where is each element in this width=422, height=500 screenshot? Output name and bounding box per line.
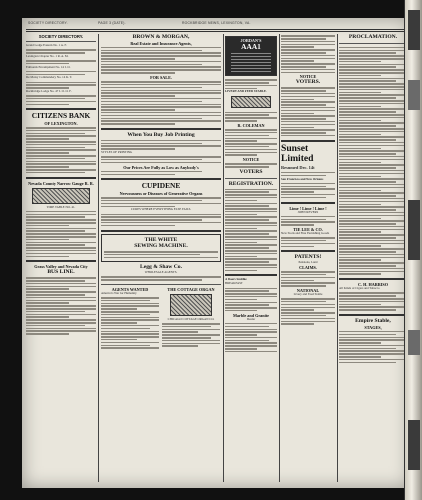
remedy-line: CURES WHERE EVERYTHING ELSE FAILS. xyxy=(130,208,192,212)
agents-wanted-title: AGENTS WANTED xyxy=(111,286,149,292)
railroad-title: Nevada County Narrow Gauge R. R. xyxy=(28,180,94,186)
voters-title: VOTERS. xyxy=(295,79,321,86)
styles-label: STYLES OF PRINTING xyxy=(101,150,133,154)
ad-illustration xyxy=(231,52,271,72)
patents-title: PATENTS! xyxy=(294,254,322,261)
train-illustration xyxy=(32,188,90,204)
society-notice: Grand Lodge Eastern No. 1 A. F. xyxy=(26,44,67,47)
column-1 xyxy=(26,34,96,482)
claims-heading: CLAIMS. xyxy=(299,264,317,270)
bank-title: CITIZENS BANK xyxy=(31,112,91,121)
national-subtitle: Livery and Feed Stable xyxy=(293,292,323,296)
stable-title: Empire Stable, xyxy=(355,318,391,325)
sunset-title: Sunset xyxy=(281,143,309,154)
prices-title: Our Prices Are Fully as Low as Anybody's xyxy=(123,164,199,170)
registration-heading: REGISTRATION. xyxy=(228,180,274,187)
society-notice: Lexington Chapter No. 1 R. A. M. xyxy=(26,54,69,58)
sewing-title-2: SEWING MACHINE. xyxy=(134,243,188,250)
column-5 xyxy=(339,34,407,482)
lime-title: Lime ! Lime ! Lime ! xyxy=(289,205,327,211)
masthead-title: ROCKBRIDGE NEWS, LEXINGTON, VA. xyxy=(182,21,251,25)
national-title: NATIONAL xyxy=(296,287,320,293)
livery-illustration xyxy=(231,96,271,108)
masthead-date: PAGE 3 (DATE). xyxy=(98,21,126,25)
agents-subtitle: WHOLESALE AGENTS. xyxy=(144,271,178,275)
tie-lee-title: TIE LEE & CO. xyxy=(293,226,323,232)
column-2 xyxy=(101,34,221,482)
ad-brand: AAA1 xyxy=(241,43,261,51)
for-sale-heading: FOR SALE. xyxy=(150,74,172,80)
smith-title: A Doors Smithie xyxy=(225,278,247,282)
harrison-subtitle: All Kinds of Cigars and Tobacco xyxy=(339,287,380,291)
proclamation-title: PROCLAMATION. xyxy=(348,34,398,40)
society-notice: Edmonds Encampment No. 14 I. O. xyxy=(26,65,71,69)
patents-subtitle: Pensions, Land xyxy=(298,260,318,264)
marble-title: Marble and Granite xyxy=(232,312,270,318)
organ-title: THE COTTAGE ORGAN xyxy=(167,286,215,292)
stable-subtitle: STAGES, xyxy=(364,324,382,330)
sewing-title: THE WHITE xyxy=(144,236,178,243)
timetable-label: TIME TABLE NO. 41. xyxy=(46,205,76,209)
ad-title: JORDAN'S xyxy=(240,38,262,43)
masthead-rule xyxy=(26,29,406,32)
bank-subtitle: OF LEXINGTON. xyxy=(44,120,78,126)
notice-title: NOTICE xyxy=(299,74,317,80)
lime-subtitle: JOHN REVERS xyxy=(297,210,319,214)
sunset-title-2: Limited xyxy=(281,154,314,165)
remedy-title: CUPIDENE xyxy=(141,182,181,191)
voters-heading: VOTERS xyxy=(239,169,263,176)
remedy-subtitle: Nervousness or Diseases of Generative Organs xyxy=(119,190,203,196)
newspaper-page xyxy=(22,18,410,488)
column-3 xyxy=(225,34,277,482)
masthead-left: SOCIETY DIRECTORY. xyxy=(28,21,68,25)
marble-subtitle: Dealer xyxy=(246,317,256,321)
smith-subtitle: BREAKFAST xyxy=(225,282,243,286)
organ-illustration xyxy=(170,294,212,316)
organ-company: CHICAGO COTTAGE ORGAN CO. xyxy=(167,317,215,321)
column-4 xyxy=(281,34,335,482)
agents-title: Legg & Shaw Co. xyxy=(140,264,182,271)
harrison-title: C. H. HARRISO xyxy=(357,282,388,288)
adjacent-page-edge xyxy=(404,0,422,500)
livery-title: LIVERY AND FEED STABLE. xyxy=(225,90,267,94)
sunset-route: San Francisco and New Orleans xyxy=(281,177,324,181)
bus-line-title: BUS LINE. xyxy=(47,269,75,276)
proprietor-name: R. COLEMAN xyxy=(237,122,265,128)
printing-title: When You Buy Job Printing xyxy=(127,131,195,138)
society-notice: Rockbridge Lodge No. 47 I. O. O. F. xyxy=(26,89,72,93)
war-title: America's War for Humanity xyxy=(101,291,137,295)
bus-line-heading: Grass Valley and Nevada City xyxy=(34,264,88,270)
firm-subtitle: Real Estate and Insurance Agents, xyxy=(130,40,192,46)
tie-lee-subtitle: New Stock and Fine Furnishing Goods xyxy=(281,231,330,235)
firm-title: BROWN & MORGAN, xyxy=(132,34,190,40)
sunset-resumed: Resumed Dec. 14t xyxy=(281,165,315,171)
notice-heading: NOTICE xyxy=(242,157,260,163)
society-notice: De Molay Commandery No. 14 K. T. xyxy=(26,76,73,80)
society-directory-heading: SOCIETY DIRECTORY. xyxy=(38,34,84,39)
